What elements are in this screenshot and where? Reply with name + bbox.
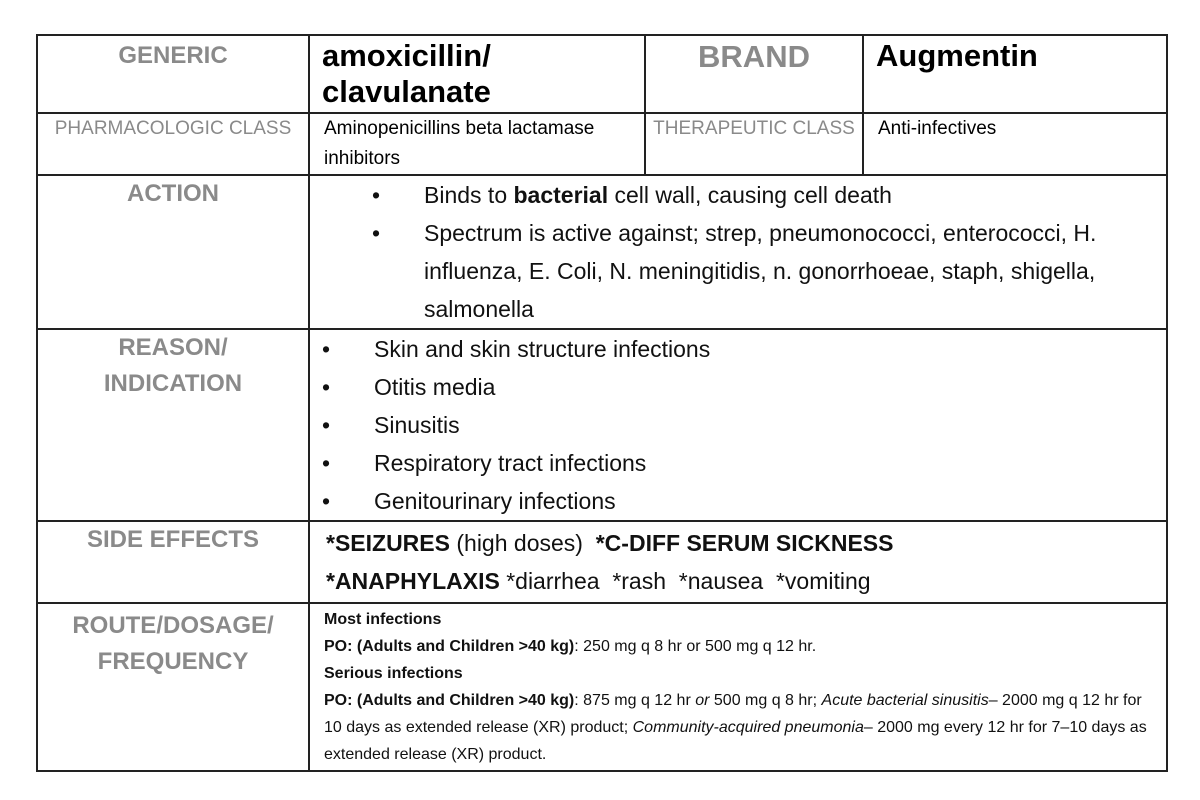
- side-effects-label-cell: [37, 521, 309, 603]
- action-item-text-end: cell wall, causing cell death: [608, 182, 892, 208]
- cdiff-text: *C-DIFF SERUM SICKNESS: [595, 530, 894, 556]
- indication-item: • Skin and skin structure infections: [374, 330, 1166, 368]
- reason-label: REASON/ INDICATION: [103, 334, 243, 397]
- brand-label-cell: [645, 35, 863, 113]
- side-effects-label: SIDE EFFECTS: [86, 526, 260, 553]
- generic-label-cell: [37, 35, 309, 113]
- serious-infections-dose: [324, 687, 1152, 768]
- minor-effects-text: *diarrhea *rash *nausea *vomiting: [499, 568, 871, 594]
- most-infections-dose: [324, 633, 1152, 660]
- action-list: [310, 176, 1166, 328]
- therapeutic-class-value: Anti-infectives: [878, 118, 997, 139]
- reason-value-cell: [309, 329, 1167, 521]
- row-generic-brand: [37, 35, 1167, 113]
- side-effects-value-cell: [309, 521, 1167, 603]
- high-doses-text: (high doses): [449, 530, 596, 556]
- pharm-value-cell: [309, 113, 645, 175]
- ther-label-cell: [645, 113, 863, 175]
- serious-po-text: : 875 mg q 12 hr: [574, 692, 696, 709]
- generic-value-cell: [309, 35, 645, 113]
- row-action: [37, 175, 1167, 329]
- generic-label: GENERIC: [118, 42, 228, 69]
- row-class: [37, 113, 1167, 175]
- dosage-text: [310, 604, 1166, 770]
- pharmacologic-class-label: PHARMACOLOGIC CLASS: [54, 118, 292, 139]
- serious-or: or: [695, 692, 710, 709]
- route-label-cell: [37, 603, 309, 771]
- pneumonia-label: Community-acquired pneumonia: [632, 719, 864, 736]
- route-value-cell: [309, 603, 1167, 771]
- action-value-cell: [309, 175, 1167, 329]
- action-label: ACTION: [127, 180, 219, 207]
- row-side-effects: [37, 521, 1167, 603]
- pharmacologic-class-value: Aminopenicillins beta lactamase inhibitors: [324, 118, 595, 169]
- action-item-text: Binds to: [424, 182, 514, 208]
- serious-infections-heading: Serious infections: [324, 665, 463, 682]
- therapeutic-class-label: THERAPEUTIC CLASS: [653, 118, 855, 139]
- drug-card-table: [36, 34, 1168, 772]
- route-label: ROUTE/DOSAGE/ FREQUENCY: [72, 612, 274, 675]
- action-item-spectrum: • Spectrum is active against; strep, pneumonococci, enterococci, H. influenza, E. Coli, N. meningitidis, n. gonorrhoeae, staph, shigella, salmonella: [424, 214, 1146, 328]
- indication-item: • Respiratory tract infections: [374, 444, 1166, 482]
- row-reason: [37, 329, 1167, 521]
- ther-value-cell: [863, 113, 1167, 175]
- serious-po-text-b: 500 mg q 8 hr;: [709, 692, 822, 709]
- most-po-label: PO: (Adults and Children >40 kg): [324, 638, 575, 655]
- indication-item: • Otitis media: [374, 368, 1166, 406]
- reason-label-cell: [37, 329, 309, 521]
- pharm-label-cell: [37, 113, 309, 175]
- brand-value: Augmentin: [876, 38, 1038, 73]
- acute-sinusitis-text: – 2000 mg q 12 hr for 10 days as extended release (XR) product;: [324, 692, 1142, 736]
- action-item-bold: bacterial: [513, 182, 609, 208]
- seizures-text: *SEIZURES: [326, 530, 450, 556]
- action-label-cell: [37, 175, 309, 329]
- most-infections-heading: Most infections: [324, 611, 442, 628]
- indication-list: [310, 330, 1166, 520]
- action-item: [424, 176, 1146, 214]
- brand-label: BRAND: [698, 39, 810, 74]
- brand-value-cell: [863, 35, 1167, 113]
- acute-sinusitis-label: Acute bacterial sinusitis: [821, 692, 989, 709]
- side-effects-text: [310, 522, 1166, 602]
- generic-value: amoxicillin/ clavulanate: [322, 38, 491, 109]
- pneumonia-text: – 2000 mg every 12 hr for 7–10 days as extended release (XR) product.: [324, 719, 1147, 763]
- anaphylaxis-text: *ANAPHYLAXIS: [326, 568, 500, 594]
- indication-item: • Sinusitis: [374, 406, 1166, 444]
- serious-po-label: PO: (Adults and Children >40 kg): [324, 692, 575, 709]
- indication-item: • Genitourinary infections: [374, 482, 1166, 520]
- most-po-text: : 250 mg q 8 hr or 500 mg q 12 hr.: [574, 638, 817, 655]
- row-route: [37, 603, 1167, 771]
